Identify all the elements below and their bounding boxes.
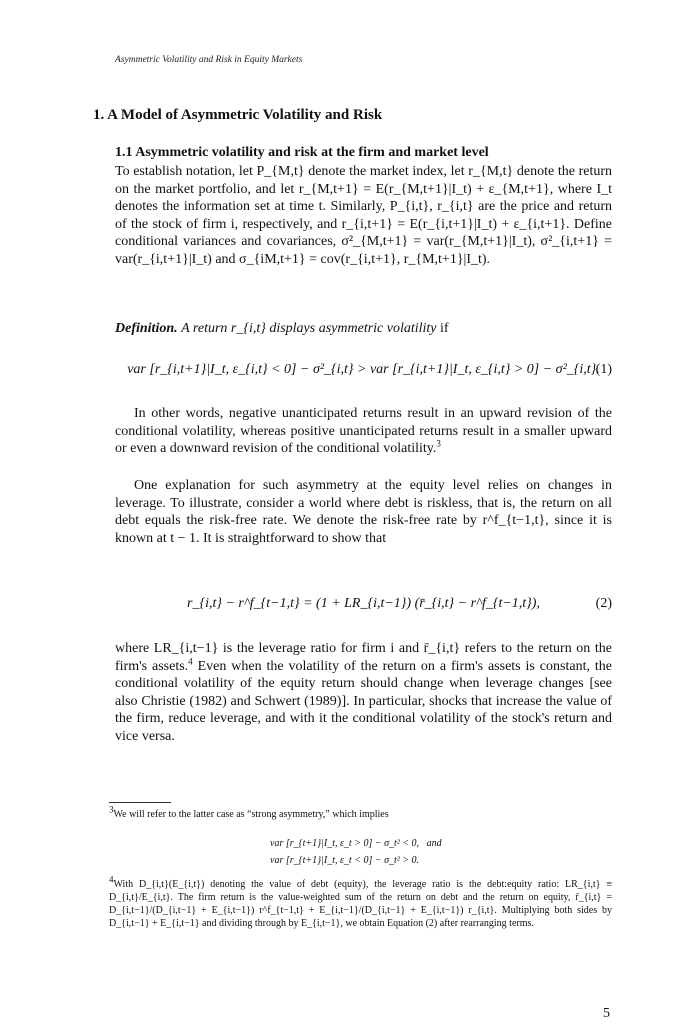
page-number: 5	[603, 1006, 610, 1021]
paragraph-interpretation-text: In other words, negative unanticipated returns result in an upward revision of the conditional volatility, whereas positive unanticipated returns result in a smaller upward or even a downward revision of the conditional volatility.	[115, 406, 612, 457]
paragraph-leverage: One explanation for such asymmetry at the equity level relies on changes in leverage. To illustrate, consider a world where debt is riskless, that is, the return on all debt equals the risk-free rate. We denote the risk-free rate by r^f_{t−1,t}, since it is known at t − 1. It is straightforward to show that	[115, 478, 612, 546]
footnote-3	[109, 804, 612, 821]
footnote-4-mark: 4	[109, 874, 114, 885]
paragraph-leverage-ratio-text-a: where LR_{i,t−1} is the leverage ratio for firm i and r̄_{i,t} refers to the return on the firm's assets.	[115, 641, 612, 674]
footnote-3-and: and	[426, 838, 442, 849]
footnote-3-text: We will refer to the latter case as “strong asymmetry,” which implies	[113, 809, 389, 820]
equation-2-number: (2)	[595, 596, 612, 611]
definition	[115, 320, 612, 338]
running-header: Asymmetric Volatility and Risk in Equity Markets	[115, 55, 303, 65]
paragraph-interpretation	[115, 405, 612, 458]
footnote-ref-4: 4	[188, 655, 193, 666]
paragraph-leverage-ratio-text-b: Even when the volatility of the return on a firm's assets is constant, the conditional volatility of the equity return should change when leverage changes [see also Christie (1982) and Schwert (1989)]. In particular, shocks that increase the value of the firm, reduce leverage, and with it the conditional volatility of the stock's return and vice versa.	[115, 658, 612, 744]
equation-2	[115, 596, 612, 618]
footnote-3-equation-a-text: var [r_{t+1}|I_t, ε_t > 0] − σ_t² < 0,	[270, 838, 420, 849]
equation-1-body: var [r_{i,t+1}|I_t, ε_{i,t} < 0] − σ²_{i,t} > var [r_{i,t+1}|I_t, ε_{i,t} > 0] − σ²_{i,t}.	[127, 362, 600, 377]
equation-1	[115, 362, 612, 384]
section-title: 1. A Model of Asymmetric Volatility and Risk	[93, 107, 383, 123]
footnote-divider	[109, 802, 171, 803]
equation-1-number: (1)	[595, 362, 612, 377]
paragraph-leverage-ratio	[115, 640, 612, 746]
definition-label: Definition.	[115, 321, 178, 336]
equation-2-body: r_{i,t} − r^f_{t−1,t} = (1 + LR_{i,t−1}) (r̄_{i,t} − r^f_{t−1,t}),	[187, 596, 540, 611]
footnote-ref-3: 3	[436, 438, 441, 449]
definition-if: if	[440, 321, 449, 336]
footnote-3-equation-a	[270, 838, 442, 849]
footnote-3-equation-b: var [r_{t+1}|I_t, ε_t < 0] − σ_t² > 0.	[270, 855, 420, 866]
paragraph-notation: To establish notation, let P_{M,t} denote the market index, let r_{M,t} denote the return on the market portfolio, and let r_{M,t+1} = E(r_{M,t+1}|I_t) + ε_{M,t+1}, where I_t denotes the information set at time t. Similarly, P_{i,t}, r_{i,t} are the price and return of the stock of firm i, respectively, and r_{i,t+1} = E(r_{i,t+1}|I_t) + ε_{i,t+1}. Define conditional variances and covariances, σ²_{M,t+1} = var(r_{M,t+1}|I_t), σ²_{i,t+1} = var(r_{i,t+1}|I_t) and σ_{iM,t+1} = cov(r_{i,t+1}, r_{M,t+1}|I_t).	[115, 164, 612, 267]
footnote-4-text: With D_{i,t}(E_{i,t}) denoting the value of debt (equity), the leverage ratio is the debt:equity ratio: LR_{i,t} ≡ D_{i,t}/E_{i,t}. The firm return is the value-weighted sum of the return on debt and the return on equity, r̄_{i,t} = D_{i,t−1}/(D_{i,t−1} + E_{i,t−1}) r^f_{t−1,t} + E_{i,t−1}/(D_{i,t−1} + E_{i,t−1}) r_{i,t}. Multiplying both sides by D_{i,t−1} + E_{i,t−1} and dividing through by E_{i,t−1}, we obtain Equation (2) after rearranging terms.	[109, 879, 612, 929]
subsection-title: 1.1 Asymmetric volatility and risk at the firm and market level	[115, 145, 489, 160]
footnote-3-mark: 3	[109, 804, 114, 815]
definition-text: A return r_{i,t} displays asymmetric volatility	[181, 321, 437, 336]
footnote-4	[109, 874, 612, 930]
